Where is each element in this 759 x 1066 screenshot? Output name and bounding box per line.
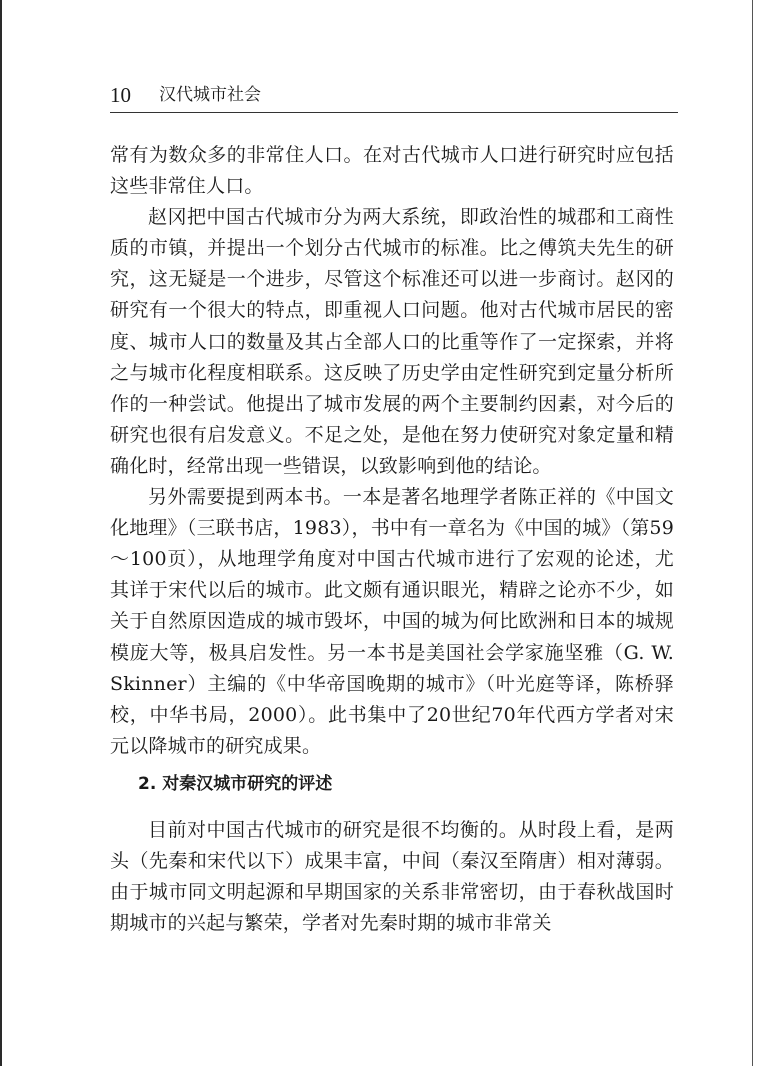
page-body xyxy=(110,140,674,939)
running-header xyxy=(110,80,678,113)
book-title: 汉代城市社会 xyxy=(159,85,261,105)
scan-edge-left xyxy=(0,0,2,1066)
paragraph-qin-han-review: 目前对中国古代城市的研究是很不均衡的。从时段上看，是两头（先秦和宋代以下）成果丰富，中间（秦汉至隋唐）相对薄弱。由于城市同文明起源和早期国家的关系非常密切，由于春秋战国时期城市的兴起与繁荣，学者对先秦时期的城市非常关 xyxy=(110,818,674,935)
page-number: 10 xyxy=(110,83,131,107)
section-heading: 2. 对秦汉城市研究的评述 xyxy=(138,773,333,794)
paragraph-zhao-gang: 赵冈把中国古代城市分为两大系统，即政治性的城郡和工商性质的市镇，并提出一个划分古代城市的标准。比之傅筑夫先生的研究，这无疑是一个进步，尽管这个标准还可以进一步商讨。赵冈的研究有一个很大的特点，即重视人口问题。他对古代城市居民的密度、城市人口的数量及其占全部人口的比重等作了一定探索，并将之与城市化程度相联系。这反映了历史学由定性研究到定量分析所作的一种尝试。他提出了城市发展的两个主要制约因素，对今后的研究也很有启发意义。不足之处，是他在努力使研究对象定量和精确化时，经常出现一些错误，以致影响到他的结论。 xyxy=(110,206,674,477)
paragraph-two-books: 另外需要提到两本书。一本是著名地理学者陈正祥的《中国文化地理》（三联书店，1983），书中有一章名为《中国的城》（第59～100页），从地理学角度对中国古代城市进行了宏观的论述，尤其详于宋代以后的城市。此文颇有通识眼光，精辟之论亦不少，如关于自然原因造成的城市毁坏，中国的城为何比欧洲和日本的城规模庞大等，极具启发性。另一本书是美国社会学家施坚雅（G. W. Skinner）主编的《中华帝国晚期的城市》（叶光庭等译，陈桥驿校，中华书局，2000）。此书集中了20世纪70年代西方学者对宋元以降城市的研究成果。 xyxy=(110,486,674,757)
paragraph-continued: 常有为数众多的非常住人口。在对古代城市人口进行研究时应包括这些非常住人口。 xyxy=(110,144,674,198)
scan-edge-right xyxy=(752,0,753,1066)
